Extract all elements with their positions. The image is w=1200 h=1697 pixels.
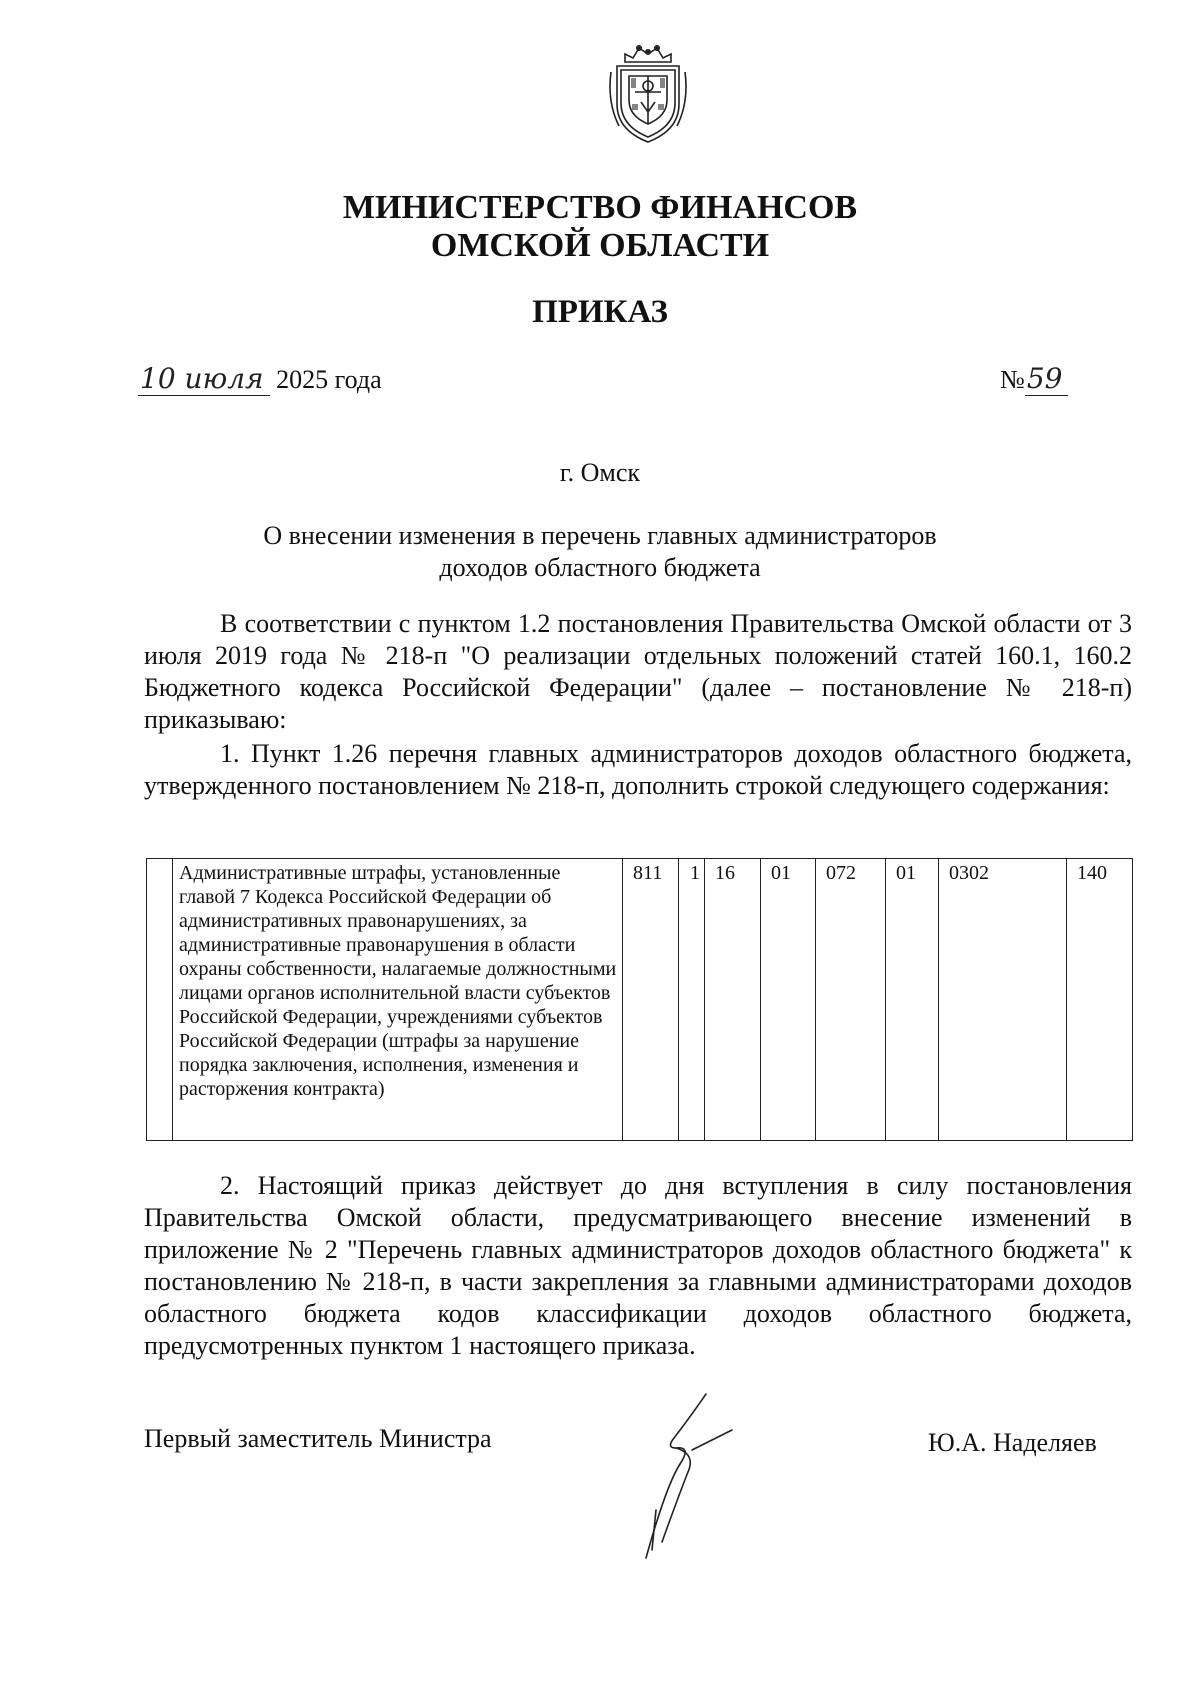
signer-name: Ю.А. Наделяев bbox=[928, 1428, 1097, 1457]
number-prefix: № bbox=[1000, 365, 1025, 394]
table-cell-description: Административные штрафы, установленные главой 7 Кодекса Российской Федерации об административных правонарушениях, за административные правонарушения в области охраны собственности, налагаемые должностными лицами органов исполнительной власти субъектов Российской Федерации, учреждениями субъектов Российской Федерации (штрафы за нарушение порядка заключения, исполнения, изменения и расторжения контракта) bbox=[173, 859, 623, 1141]
ministry-name-line2: ОМСКОЙ ОБЛАСТИ bbox=[430, 227, 770, 264]
handwritten-date: 10 июля bbox=[138, 362, 270, 396]
signer-position: Первый заместитель Министра bbox=[144, 1424, 492, 1453]
table-cell-code: 811 bbox=[623, 859, 679, 1141]
document-number bbox=[1000, 362, 1068, 396]
budget-code-row-table bbox=[146, 858, 1133, 1141]
document-date bbox=[138, 362, 382, 396]
table-cell-code: 01 bbox=[761, 859, 816, 1141]
signature-icon bbox=[636, 1390, 746, 1560]
document-subject bbox=[0, 520, 1200, 584]
document-type: ПРИКАЗ bbox=[532, 294, 668, 330]
subject-line2: доходов областного бюджета bbox=[439, 553, 761, 582]
table-cell-empty bbox=[147, 859, 173, 1141]
city: г. Омск bbox=[559, 458, 641, 487]
table-row bbox=[147, 859, 1133, 1141]
table-cell-code: 140 bbox=[1067, 859, 1133, 1141]
ministry-name-line1: МИНИСТЕРСТВО ФИНАНСОВ bbox=[342, 189, 858, 226]
table-cell-code: 0302 bbox=[939, 859, 1067, 1141]
clause-1-paragraph: 1. Пункт 1.26 перечня главных администраторов доходов областного бюджета, утвержденного постановлением № 218-п, дополнить строкой следующего содержания: bbox=[144, 739, 1132, 800]
clause-2-paragraph: 2. Настоящий приказ действует до дня вступления в силу постановления Правительства Омской области, предусматривающего внесение изменений в приложение № 2 "Перечень главных администраторов доходов областного бюджета" к постановлению № 218-п, в части закрепления за главными администраторами доходов областного бюджета кодов классификации доходов областного бюджета, предусмотренных пунктом 1 настоящего приказа. bbox=[144, 1171, 1132, 1360]
coat-of-arms-icon bbox=[605, 42, 691, 146]
table-cell-code: 072 bbox=[816, 859, 886, 1141]
table-cell-code: 16 bbox=[705, 859, 761, 1141]
subject-line1: О внесении изменения в перечень главных администраторов bbox=[263, 521, 937, 550]
table-cell-code: 01 bbox=[886, 859, 939, 1141]
table-cell-code: 1 bbox=[679, 859, 705, 1141]
preamble-paragraph: В соответствии с пунктом 1.2 постановления Правительства Омской области от 3 июля 2019 года № 218-п "О реализации отдельных положений статей 160.1, 160.2 Бюджетного кодекса Российской Федерации" (далее – постановление № 218-п) приказываю: bbox=[144, 609, 1132, 734]
date-year: 2025 года bbox=[276, 365, 382, 394]
handwritten-number: 59 bbox=[1025, 362, 1069, 396]
